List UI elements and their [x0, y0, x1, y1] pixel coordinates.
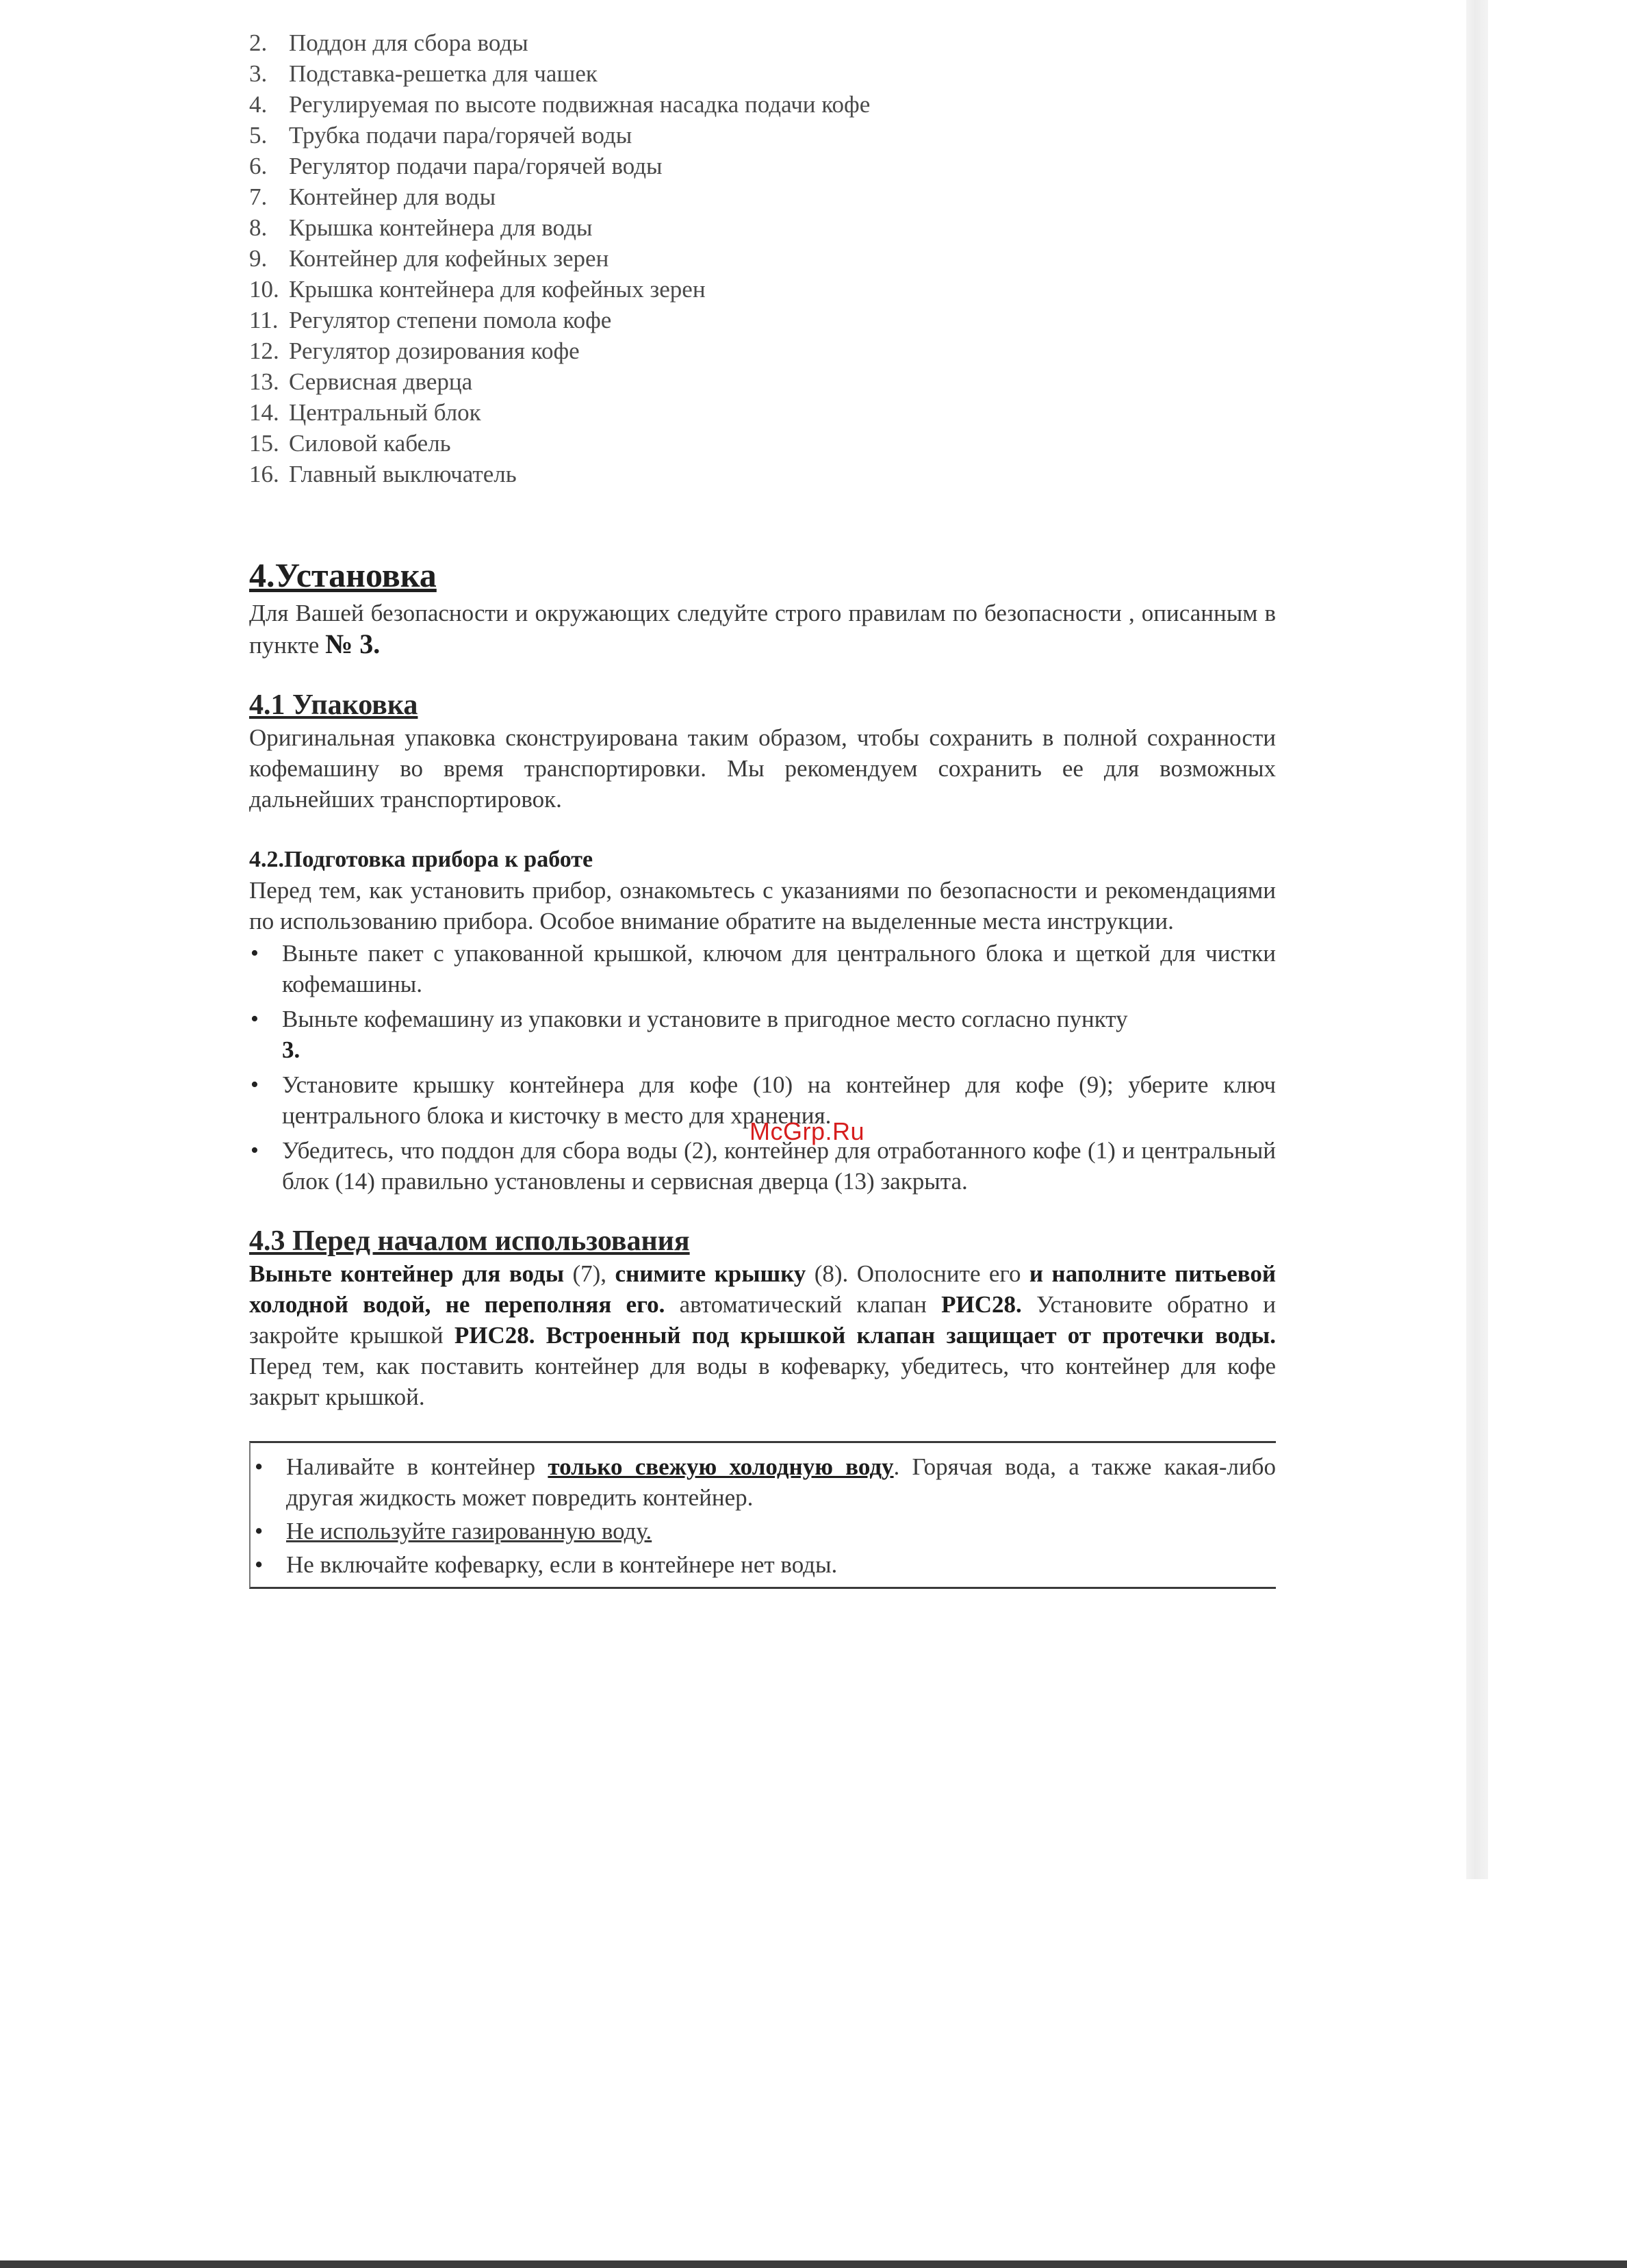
section-4-1-heading: 4.1 Упаковка: [249, 689, 418, 721]
item-number: 6.: [249, 153, 268, 179]
item-text: Трубка подачи пара/горячей воды: [289, 122, 632, 149]
emphasis-text: и наполните питьевой холодной водой, не переполняя его.: [249, 1260, 1277, 1318]
notice-text: Не используйте газированную воду.: [286, 1518, 652, 1544]
item-text: Поддон для сбора воды: [289, 29, 528, 56]
notice-box: [249, 1441, 1276, 1589]
list-item: [249, 120, 1276, 151]
item-number: 5.: [249, 122, 268, 149]
notice-emphasis: только свежую холодную воду: [548, 1453, 894, 1480]
list-item: [251, 1516, 1276, 1546]
item-text: Регулятор дозирования кофе: [289, 337, 580, 364]
section-4-2-text: Перед тем, как установить прибор, ознакомьтесь с указаниями по безопасности и рекомендациями по использованию прибора. Особое внимание обратите на выделенные места инструкции.: [249, 877, 1276, 934]
item-text: Регулируемая по высоте подвижная насадка подачи кофе: [289, 91, 871, 118]
list-item: [249, 212, 1276, 243]
section-4-3-text: [249, 1258, 1276, 1412]
list-item: [249, 89, 1276, 120]
list-item: [249, 274, 1276, 305]
item-text: Контейнер для кофейных зерен: [289, 245, 609, 272]
list-item: [249, 366, 1276, 397]
intro-reference: № 3.: [325, 628, 381, 659]
item-text: Контейнер для воды: [289, 183, 496, 210]
section-4-intro: [249, 598, 1276, 661]
item-number: 8.: [249, 214, 268, 241]
list-item: [249, 243, 1276, 274]
list-item: [251, 1451, 1276, 1513]
emphasis-text: РИС28.: [941, 1291, 1022, 1318]
item-text: Крышка контейнера для воды: [289, 214, 593, 241]
list-item: • Убедитесь, что поддон для сбора воды (2), контейнер для отработанного кофе (1) и центральный блок (14) правильно установлены и сервисная дверца (13) закрыта.: [249, 1135, 1276, 1197]
body-text: (8). Ополосните его: [806, 1260, 1029, 1287]
item-number: 16.: [249, 461, 279, 487]
item-text: Сервисная дверца: [289, 368, 473, 395]
item-number: 7.: [249, 183, 268, 210]
item-text: Подставка-решетка для чашек: [289, 60, 598, 87]
section-4-2-heading: 4.2.Подготовка прибора к работе: [249, 847, 593, 872]
body-text: (7),: [564, 1260, 615, 1287]
emphasis-text: РИС28. Встроенный под крышкой клапан защищает от протечки воды.: [454, 1322, 1277, 1349]
body-text: Установите обратно и закройте крышкой: [249, 1291, 1277, 1349]
section-4-heading: 4.Установка: [249, 556, 437, 594]
item-text: Силовой кабель: [289, 430, 451, 457]
item-text: Регулятор степени помола кофе: [289, 307, 612, 333]
item-number: 2.: [249, 29, 268, 56]
item-number: 9.: [249, 245, 268, 272]
section-4-2-bullets: [249, 938, 1276, 1197]
list-item: • Установите крышку контейнера для кофе (10) на контейнер для кофе (9); уберите ключ центрального блока и кисточку в место для хранения.: [249, 1069, 1276, 1131]
section-4-3-heading: 4.3 Перед началом использования: [249, 1225, 690, 1257]
list-item: [249, 459, 1276, 489]
item-number: 3.: [249, 60, 268, 87]
list-item: [249, 151, 1276, 181]
list-item: [249, 428, 1276, 459]
item-number: 11.: [249, 307, 279, 333]
list-item: [249, 181, 1276, 212]
list-item: [249, 1004, 1276, 1065]
item-number: 15.: [249, 430, 279, 457]
list-item: • Не включайте кофеварку, если в контейнере нет воды.: [251, 1549, 1276, 1580]
item-text: Регулятор подачи пара/горячей воды: [289, 153, 663, 179]
intro-text: Для Вашей безопасности и окружающих следуйте строго правилам по безопасности , описанным в пункте: [249, 600, 1276, 659]
item-number: 13.: [249, 368, 279, 395]
list-item: [249, 27, 1276, 58]
list-item: [249, 58, 1276, 89]
scan-bottom-edge: [0, 2260, 1627, 2268]
item-text: Крышка контейнера для кофейных зерен: [289, 276, 706, 303]
notice-list: [251, 1451, 1276, 1580]
parts-list: [249, 27, 1276, 489]
item-number: 14.: [249, 399, 279, 426]
scan-edge-shadow: [1466, 0, 1488, 1879]
bullet-reference: 3.: [282, 1036, 300, 1063]
notice-text: Наливайте в контейнер: [286, 1453, 548, 1480]
emphasis-text: снимите крышку: [615, 1260, 806, 1287]
item-number: 12.: [249, 337, 279, 364]
list-item: • Выньте пакет с упакованной крышкой, ключом для центрального блока и щеткой для чистки кофемашины.: [249, 938, 1276, 999]
list-item: [249, 397, 1276, 428]
document-page: [249, 27, 1276, 1589]
list-item: [249, 305, 1276, 335]
section-4-1-text: Оригинальная упаковка сконструирована таким образом, чтобы сохранить в полной сохранности кофемашину во время транспортировки. Мы рекомендуем сохранить ее для возможных дальнейших транспортировок.: [249, 724, 1276, 813]
watermark: McGrp.Ru: [750, 1117, 865, 1145]
bullet-text: Выньте кофемашину из упаковки и установите в пригодное место согласно пункту: [282, 1006, 1128, 1032]
item-text: Центральный блок: [289, 399, 481, 426]
body-text: Перед тем, как поставить контейнер для воды в кофеварку, убедитесь, что контейнер для кофе закрыт крышкой.: [249, 1353, 1276, 1410]
notice-text: . Горячая вода, а также какая-либо другая жидкость может повредить контейнер.: [286, 1453, 1276, 1511]
body-text: автоматический клапан: [665, 1291, 942, 1318]
item-number: 4.: [249, 91, 268, 118]
item-number: 10.: [249, 276, 279, 303]
item-text: Главный выключатель: [289, 461, 517, 487]
list-item: [249, 335, 1276, 366]
emphasis-text: Выньте контейнер для воды: [249, 1260, 565, 1287]
